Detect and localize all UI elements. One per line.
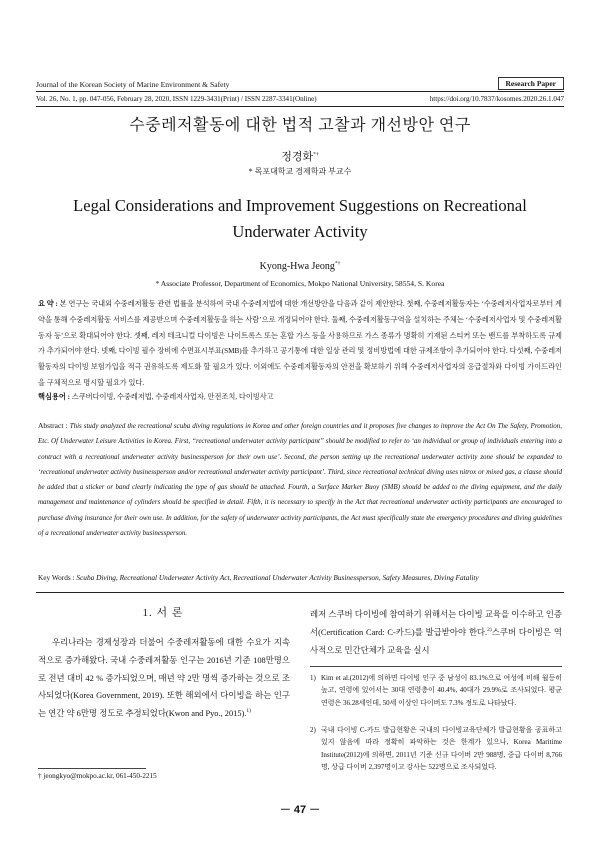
paragraph-text: 우리나라는 경제성장과 더불어 수중레저활동에 대한 수요가 지속적으로 증가해왔다. 국내 수중레저활동 인구는 2016년 기준 108만명으로 전년 대비 42 % 증가되었으며, 매년 약 2만 명씩 증가하는 것으로 조사되었다(Korea Government, 2019). 또한 해외에서 다이빙을 하는 인구는 연간 약 6만명 정도로 추정되었다(Kwon and Pyo., 2015). — [38, 638, 290, 719]
paragraph-text: 레저 스쿠버 다이빙에 참여하기 위해서는 다이빙 교육을 이수하고 인증서(Certification Card: C-카드)를 발급받아야 한다. — [310, 610, 562, 637]
korean-keywords-text: 스쿠버다이빙, 수중레저법, 수중레저사업자, 안전조치, 다이빙사고 — [71, 393, 274, 401]
paragraph — [38, 634, 290, 723]
body-left-column — [38, 634, 290, 723]
footnote-text: 국내 다이빙 C-카드 발급현황은 국내의 다이빙교육단체가 발급현황을 공표하고 있지 않음에 따라 정확히 파악하는 것은 한계가 있으나, Korea Maritime Institute(2012)에 의하면, 2011년 기준 신규 다이버 2만 988명, 중급 다이버 8,766명, 상급 다이버 2,397명이고 강사는 522명으로 조사되었다. — [321, 726, 562, 772]
korean-author-name: 정경화 — [281, 151, 314, 163]
footnote-ref[interactable]: 1) — [246, 708, 251, 715]
korean-abstract-text: 본 연구는 국내외 수중레저활동 관련 법률을 분석하여 국내 수중레저법에 대한 개선방안을 다음과 같이 제안한다. 첫째, 수중레저활동자는 ‘수중레저사업자로부터 계약을 통해 수중레저활동 서비스를 제공받으며 수중레저활동을 하는 사람’으로 개정되어야 한다. 둘째, 수중레저활동구역을 설치하는 주체는 ‘수중레저사업자 및 수중레저활동자 등’으로 확대되어야 한다. 셋째, 레저 테크니컬 다이빙은 나이트록스 또는 혼합 가스 등을 사용하므로 가스 종류가 명확히 기재된 스티커 또는 밴드를 부착하도록 규제가 추가되어야 한다. 넷째, 다이빙 필수 장비에 수면표시부표(SMB)를 추가하고 공기통에 대한 일상 관리 및 정비방법에 대한 규제조항이 추가되어야 한다. 다섯째, 수중레저활동자의 다이빙 보험가입을 적극 권유하도록 제도화 할 필요가 있다. 이외에도 수중레저활동자의 안전을 확보하기 위해 수중레저사업자의 응급절차와 다이빙 가이드라인을 구체적으로 명시할 필요가 있다. — [38, 300, 563, 387]
korean-author-mark: *† — [313, 151, 319, 158]
footnote-number: 2) — [310, 726, 316, 734]
footnote-ref[interactable]: 2) — [487, 627, 492, 633]
doi-link[interactable]: https://doi.org/10.7837/kosomes.2020.26.1.047 — [429, 95, 564, 103]
korean-title: 수중레저활동에 대한 법적 고찰과 개선방안 연구 — [129, 117, 471, 134]
correspondence-note — [38, 772, 157, 780]
footnote-text: Kim et al.(2012)에 의하면 다이빙 인구 중 남성이 83.1%으로 여성에 비해 월등히 높고, 연령에 있어서는 30대 연령층이 40.4%, 40대가 29.9%로 조사되었다. 평균 연령은 36.28세인데, 50세 이상인 다이버도 7.3% 정도로 나타났다. — [321, 674, 562, 707]
korean-author — [0, 148, 600, 164]
section-heading-introduction: 1. 서 론 — [142, 607, 184, 619]
korean-affiliation: * 목포대학교 경제학과 부교수 — [248, 167, 352, 176]
korean-keywords — [38, 392, 562, 402]
korean-abstract-label: 요 약 : — [38, 300, 60, 308]
page-number: － 47 － — [279, 804, 321, 816]
article-type-badge: Research Paper — [498, 77, 564, 90]
english-abstract-text: This study analyzed the recreational scuba diving regulations in Korea and other foreign countries and it proposes five changes to improve the Act On The Safety, Promotion, Etc. Of Underwater Leisure Activities in Korea. First, “recreational underwater activity participant” should be modified to refer to ‘an individual or group of individuals entering into a contract with a recreational underwater activity businessperson for their own use’. Second, the person setting up the recreational underwater activity zone should be expanded to ‘recreational underwater activity businessperson and/or recreational underwater activity participant’. Third, since recreational technical diving uses nitrox or mixed gas, a clause should be added that a sticker or band clearly indicating the type of gas should be attached. Fourth, a Surface Marker Buoy (SMB) should be added to the diving equipment, and the daily management and maintenance of cylinders should be specified in detail. Fifth, it is necessary to specify in the Act that recreational underwater activity participants are encouraged to purchase diving insurance for their own use. In addition, for the safety of underwater activity participants, the Act must specifically state the emergency procedures and diving guidelines of a recreational underwater activity businessperson. — [38, 422, 562, 538]
correspondence-rule — [38, 768, 146, 769]
paragraph-text-tail: 스쿠버 다이빙은 역사적으로 민간단체가 교육을 실시 — [310, 627, 562, 655]
header-rule-top — [36, 91, 564, 92]
abstract-bottom-rule — [36, 592, 564, 593]
volume-issn-line: Vol. 26, No. 1, pp. 047-056, February 28, 2020, ISSN 1229-3431(Print) / ISSN 2287-3341(Online) — [36, 95, 317, 103]
footnote-2 — [310, 724, 562, 774]
korean-keywords-label: 핵심용어 : — [38, 393, 72, 401]
paragraph — [310, 606, 562, 659]
footnote-rule — [310, 666, 562, 667]
dagger-mark: † — [38, 772, 42, 780]
english-title: Legal Considerations and Improvement Suggestions on Recreational Underwater Activity — [73, 196, 527, 241]
korean-abstract — [38, 297, 562, 392]
english-abstract — [38, 418, 562, 541]
footnote-number: 1) — [310, 674, 316, 682]
english-abstract-label: Abstract : — [38, 421, 70, 430]
header-rule-bottom — [36, 106, 564, 107]
english-keywords-label: Key Words : — [38, 573, 77, 582]
correspondence-email[interactable]: jeongkyo@mokpo.ac.kr, 061-450-2215 — [43, 772, 157, 780]
journal-name: Journal of the Korean Society of Marine Environment & Safety — [36, 80, 230, 89]
english-author-mark: *† — [334, 260, 341, 267]
english-affiliation: * Associate Professor, Department of Economics, Mokpo National University, 58554, S. Korea — [155, 279, 445, 288]
english-keywords — [38, 573, 562, 582]
body-right-column — [310, 606, 562, 659]
footnote-1 — [310, 672, 562, 709]
english-author — [0, 261, 600, 272]
english-keywords-text: Scuba Diving, Recreational Underwater Activity Act, Recreational Underwater Activity Businessperson, Safety Measures, Diving Fatality — [76, 573, 479, 582]
english-author-name: Kyong-Hwa Jeong — [259, 261, 335, 272]
